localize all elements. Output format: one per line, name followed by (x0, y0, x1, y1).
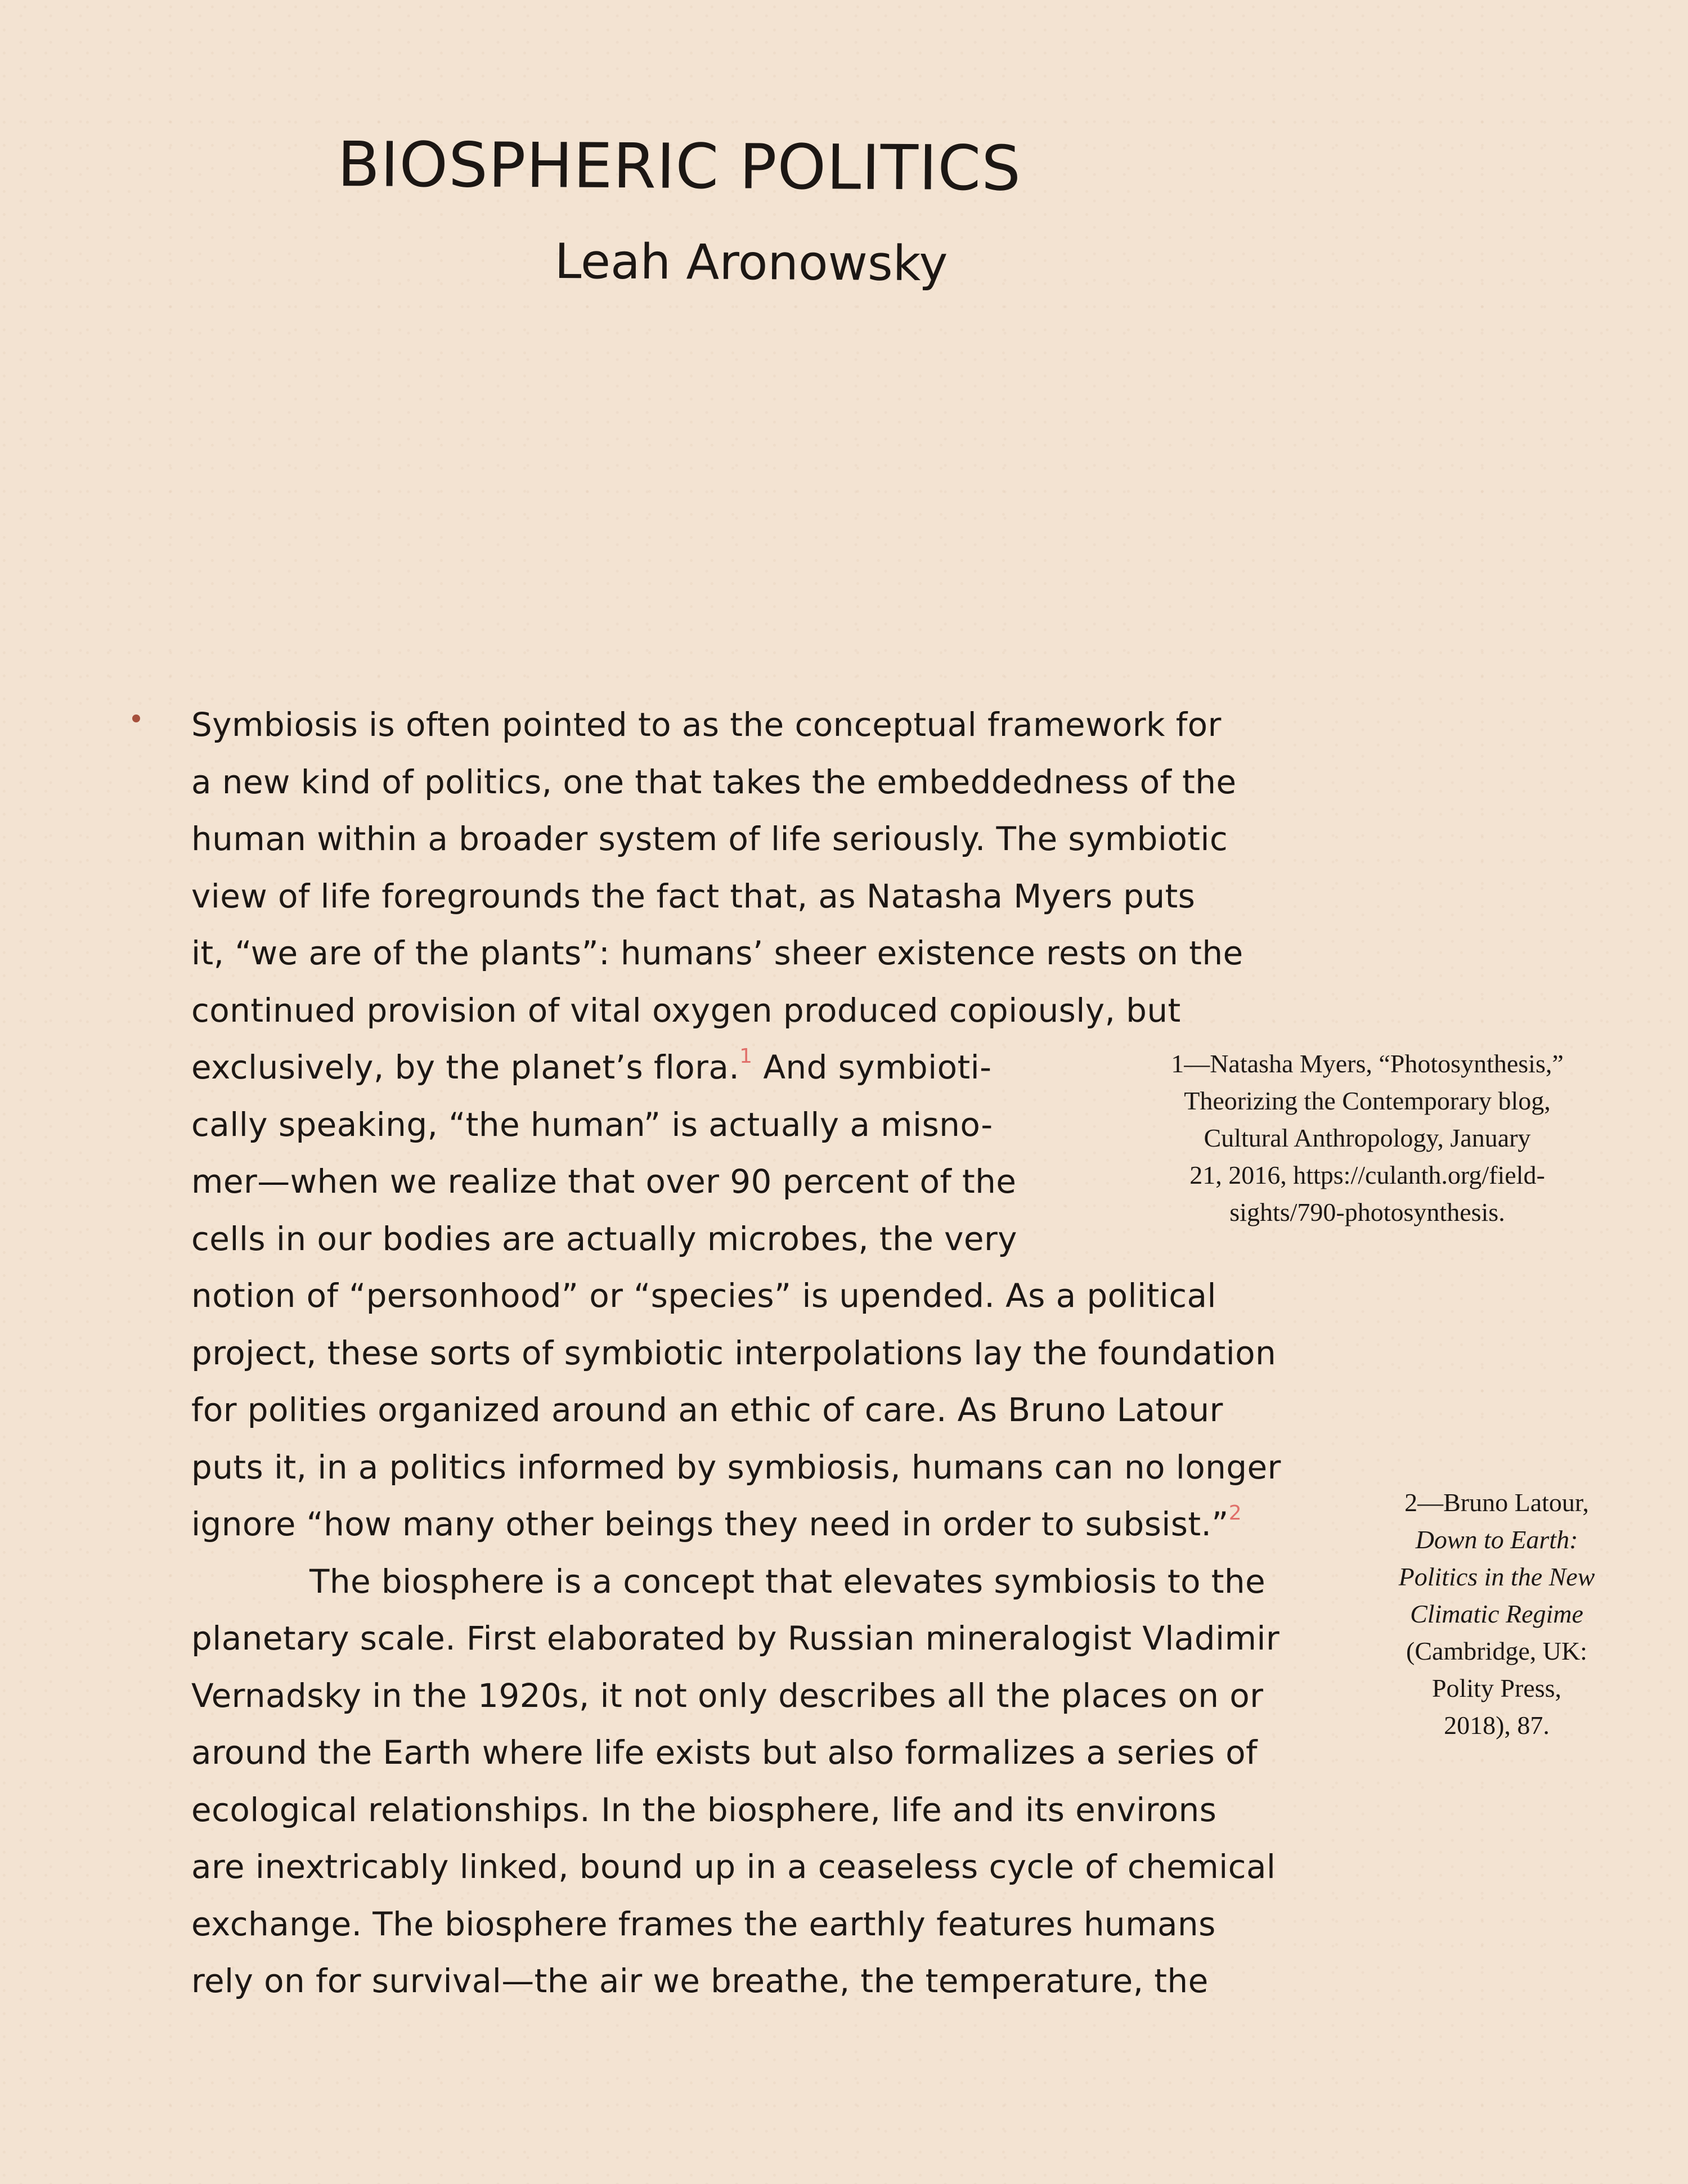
footnote-line: 2018), 87. (1444, 1711, 1550, 1740)
footnote-line: sights/790-photosynthesis. (1229, 1198, 1505, 1226)
footnote-2 (1367, 1484, 1626, 1744)
article-title: BIOSPHERIC POLITICS (337, 128, 1022, 205)
body-line-part: exclusively, by the planet’s flora. (191, 1048, 740, 1086)
body-text (191, 696, 1407, 2010)
footnote-marker-2[interactable]: 2 (1228, 1502, 1242, 1525)
body-line: cells in our bodies are actually microbes, the very (191, 1219, 1017, 1258)
footnote-marker-1[interactable]: 1 (739, 1045, 753, 1068)
body-line: planetary scale. First elaborated by Russian mineralogist Vladimir (191, 1619, 1280, 1657)
footnote-line: Down to Earth: (1415, 1525, 1578, 1554)
footnote-line: Cultural Anthropology, January (1204, 1124, 1531, 1152)
body-line: notion of “personhood” or “species” is upended. As a political (191, 1277, 1216, 1315)
body-line: Vernadsky in the 1920s, it not only describes all the places on or (191, 1676, 1264, 1715)
body-line-part: And symbioti- (763, 1048, 992, 1086)
footnote-line: Politics in the New (1398, 1562, 1595, 1591)
body-line: around the Earth where life exists but also formalizes a series of (191, 1733, 1258, 1772)
body-line: Symbiosis is often pointed to as the conceptual framework for (191, 705, 1222, 744)
body-line: project, these sorts of symbiotic interpolations lay the foundation (191, 1333, 1277, 1372)
body-line: mer—when we realize that over 90 percent of the (191, 1162, 1017, 1201)
body-line: it, “we are of the plants”: humans’ sheer existence rests on the (191, 934, 1243, 972)
footnote-line: 1—Natasha Myers, “Photosynthesis,” (1171, 1049, 1564, 1078)
footnote-line: 21, 2016, https://culanth.org/field- (1189, 1161, 1545, 1189)
body-line: are inextricably linked, bound up in a ceaseless cycle of chemical (191, 1848, 1276, 1886)
footnote-line: Polity Press, (1431, 1674, 1562, 1702)
author-name: Leah Aronowsky (554, 233, 948, 293)
body-line-part: ignore “how many other beings they need in order to subsist.” (191, 1505, 1229, 1543)
footnote-line: 2—Bruno Latour, (1404, 1488, 1589, 1517)
body-line (191, 1496, 1407, 1553)
body-line: exchange. The biosphere frames the earthly features humans (191, 1904, 1216, 1943)
body-line: rely on for survival—the air we breathe, the temperature, the (191, 1962, 1209, 2000)
body-line: continued provision of vital oxygen produced copiously, but (191, 991, 1181, 1030)
footnote-line: (Cambridge, UK: (1406, 1637, 1587, 1665)
margin-dot-mark (132, 714, 140, 722)
paragraph-start-line: The biosphere is a concept that elevates symbiosis to the (309, 1562, 1266, 1601)
body-line: cally speaking, “the human” is actually a misno- (191, 1105, 993, 1144)
body-line: for polities organized around an ethic of care. As Bruno Latour (191, 1391, 1223, 1429)
body-line: human within a broader system of life seriously. The symbiotic (191, 820, 1228, 858)
footnote-line: Climatic Regime (1410, 1599, 1583, 1628)
body-line: puts it, in a politics informed by symbiosis, humans can no longer (191, 1448, 1281, 1486)
body-line: view of life foregrounds the fact that, as Natasha Myers puts (191, 877, 1196, 915)
body-line: ecological relationships. In the biosphere, life and its environs (191, 1790, 1217, 1829)
body-line: a new kind of politics, one that takes the embeddedness of the (191, 762, 1237, 801)
footnote-1 (1103, 1045, 1632, 1231)
footnote-line: Theorizing the Contemporary blog, (1184, 1086, 1551, 1115)
